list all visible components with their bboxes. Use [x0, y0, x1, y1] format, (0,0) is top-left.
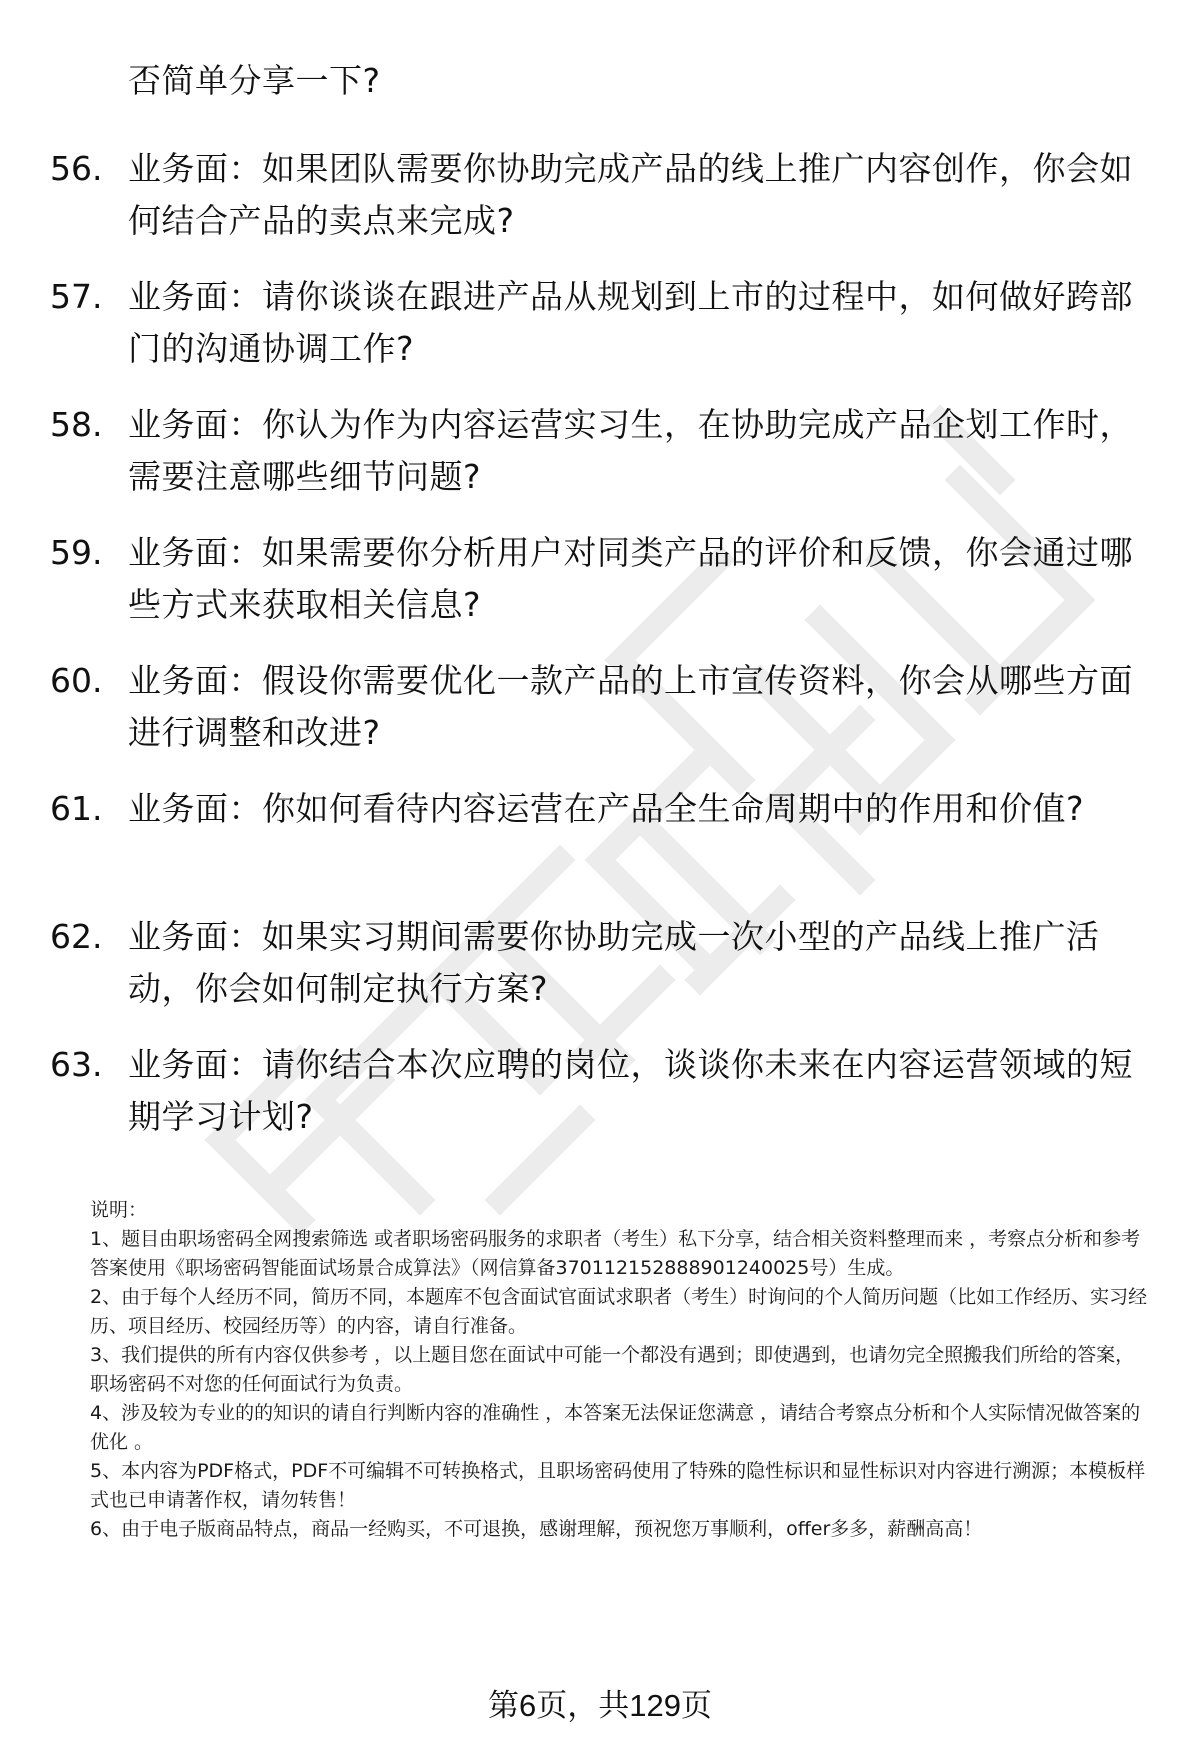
question-text: 业务面：请你结合本次应聘的岗位，谈谈你未来在内容运营领域的短期学习计划?: [128, 1045, 1133, 1136]
question-text: 业务面：请你谈谈在跟进产品从规划到上市的过程中，如何做好跨部门的沟通协调工作?: [128, 277, 1133, 368]
question-text: 业务面：你如何看待内容运营在产品全生命周期中的作用和价值?: [128, 789, 1085, 828]
note-item: 6、由于电子版商品特点，商品一经购买，不可退换，感谢理解，预祝您万事顺利，offer多多，薪酬高高！: [90, 1518, 983, 1540]
page-indicator: 第6页，共129页: [488, 1688, 712, 1723]
note-item: 3、我们提供的所有内容仅供参考 ，以上题目您在面试中可能一个都没有遇到；即使遇到，也请勿完全照搬我们所给的答案，职场密码不对您的任何面试行为负责。: [90, 1344, 1135, 1395]
note-item: 2、由于每个人经历不同，简历不同，本题库不包含面试官面试求职者（考生）时询问的个人简历问题（比如工作经历、实习经历、项目经历、校园经历等）的内容，请自行准备。: [90, 1286, 1148, 1337]
question-continuation-text: 否简单分享一下?: [128, 61, 381, 100]
question-number: 60.: [50, 661, 103, 700]
question-item: [50, 143, 1150, 247]
question-item: [50, 271, 1150, 375]
question-item: [50, 911, 1150, 1015]
notes-section: [90, 1196, 1150, 1544]
question-text: 业务面：如果实习期间需要你协助完成一次小型的产品线上推广活动，你会如何制定执行方案?: [128, 917, 1100, 1008]
question-item: [50, 655, 1150, 759]
question-number: 63.: [50, 1045, 103, 1084]
question-text: 业务面：假设你需要优化一款产品的上市宣传资料，你会从哪些方面进行调整和改进?: [128, 661, 1133, 752]
question-item: [50, 399, 1150, 503]
question-text: 业务面：如果团队需要你协助完成产品的线上推广内容创作，你会如何结合产品的卖点来完成?: [128, 149, 1133, 240]
question-number: 59.: [50, 533, 103, 572]
note-item: 5、本内容为PDF格式，PDF不可编辑不可转换格式，且职场密码使用了特殊的隐性标识和显性标识对内容进行溯源；本模板样式也已申请著作权，请勿转售！: [90, 1460, 1146, 1511]
notes-title: 说明：: [90, 1199, 148, 1221]
question-text: 业务面：如果需要你分析用户对同类产品的评价和反馈，你会通过哪些方式来获取相关信息?: [128, 533, 1133, 624]
note-item: 1、题目由职场密码全网搜索筛选 或者职场密码服务的求职者（考生）私下分享，结合相关资料整理而来 ，考察点分析和参考答案使用《职场密码智能面试场景合成算法》（网信算备370112152888901240025号）生成。: [90, 1228, 1141, 1279]
question-text: 业务面：你认为作为内容运营实习生，在协助完成产品企划工作时，需要注意哪些细节问题?: [128, 405, 1133, 496]
question-item: [50, 783, 1150, 887]
question-number: 61.: [50, 789, 103, 828]
question-item: [50, 1039, 1150, 1143]
question-number: 58.: [50, 405, 103, 444]
question-list: [50, 143, 1150, 1167]
note-item: 4、涉及较为专业的的知识的请自行判断内容的准确性 ，本答案无法保证您满意 ，请结合考察点分析和个人实际情况做答案的优化 。: [90, 1402, 1141, 1453]
question-number: 62.: [50, 917, 103, 956]
question-number: 56.: [50, 149, 103, 188]
question-item: [50, 527, 1150, 631]
question-number: 57.: [50, 277, 103, 316]
